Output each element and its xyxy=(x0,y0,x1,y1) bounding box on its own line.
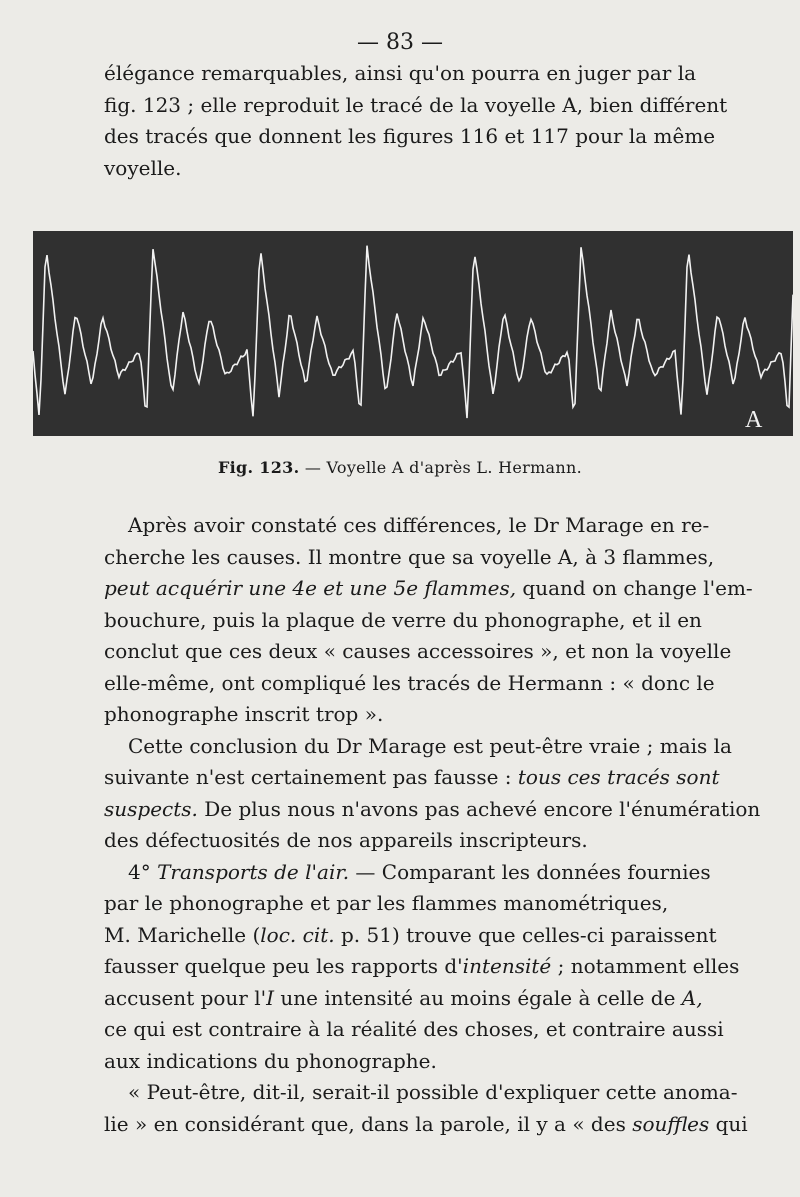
text-run: une intensité au moins égale à celle de xyxy=(274,985,682,1010)
body-line: ce qui est contraire à la réalité des choses, et contraire aussi xyxy=(104,1017,724,1041)
text-run: — Comparant les données fournies xyxy=(349,859,711,884)
intro-line: des tracés que donnent les figures 116 et 117 pour la même xyxy=(104,124,716,148)
body-line xyxy=(104,920,736,952)
text-run: quand on change l'em- xyxy=(516,576,753,600)
body-line xyxy=(104,573,753,605)
body-line xyxy=(104,857,736,889)
waveform-plot xyxy=(33,231,793,436)
body-line: bouchure, puis la plaque de verre du phonographe, et il en xyxy=(104,607,702,632)
body-line: par le phonographe et par les flammes manométriques, xyxy=(104,891,669,915)
body-line: Cette conclusion du Dr Marage est peut-être vraie ; mais la xyxy=(128,733,732,758)
text-run: 4° xyxy=(128,859,158,884)
text-run: De plus nous n'avons pas achevé encore l'énumération xyxy=(197,796,761,821)
body-line: Après avoir constaté ces différences, le Dr Marage en re- xyxy=(128,513,710,537)
body-line: « Peut-être, dit-il, serait-il possible d'expliquer cette anoma- xyxy=(128,1080,738,1104)
body-text xyxy=(104,510,761,1140)
italic-text: peut acquérir une 4e et une 5e flammes, xyxy=(104,576,517,600)
text-run: p. 51) trouve que celles-ci paraissent xyxy=(334,922,717,947)
body-line: cherche les causes. Il montre que sa voyelle A, à 3 flammes, xyxy=(104,544,715,569)
text-run: M. Marichelle ( xyxy=(104,922,261,947)
intro-line: élégance remarquables, ainsi qu'on pourra en juger par la xyxy=(104,61,697,85)
intro-paragraph xyxy=(104,58,736,184)
italic-text: Transports de l'air. xyxy=(157,859,350,884)
figure-caption-label: Fig. 123. xyxy=(218,458,300,477)
figure-caption-text: — Voyelle A d'après L. Hermann. xyxy=(304,458,582,477)
body-line: elle-même, ont compliqué les tracés de Hermann : « donc le xyxy=(104,670,715,695)
body-line xyxy=(104,762,736,794)
page-number: — 83 — xyxy=(357,30,443,55)
body-line xyxy=(104,951,740,983)
text-run: suivante n'est certainement pas fausse : xyxy=(104,765,518,789)
italic-text: A, xyxy=(681,985,703,1010)
italic-text: suspects. xyxy=(104,796,198,821)
italic-text: souffles xyxy=(632,1111,710,1136)
intro-line: voyelle. xyxy=(104,155,182,180)
italic-text: intensité xyxy=(462,954,552,978)
figure-caption xyxy=(0,458,800,477)
intro-line: fig. 123 ; elle reproduit le tracé de la voyelle A, bien différent xyxy=(104,92,728,117)
body-line: phonographe inscrit trop ». xyxy=(104,702,384,726)
body-line xyxy=(104,1109,748,1141)
text-run: ; notamment elles xyxy=(551,954,740,978)
italic-text: loc. cit. xyxy=(260,922,335,947)
text-run: qui xyxy=(709,1111,748,1136)
text-run: lie » en considérant que, dans la parole, il y a « des xyxy=(104,1111,633,1136)
body-line xyxy=(104,794,761,826)
body-line: des défectuosités de nos appareils inscripteurs. xyxy=(104,828,588,852)
figure-waveform xyxy=(33,231,793,436)
italic-text: tous ces tracés sont xyxy=(517,765,720,789)
body-line: aux indications du phonographe. xyxy=(104,1048,437,1073)
figure-letter: A xyxy=(745,407,763,433)
italic-text: I xyxy=(266,985,275,1010)
body-line: conclut que ces deux « causes accessoires », et non la voyelle xyxy=(104,639,732,663)
body-line xyxy=(104,983,736,1015)
text-run: accusent pour l' xyxy=(104,985,267,1010)
text-run: fausser quelque peu les rapports d' xyxy=(104,954,463,978)
